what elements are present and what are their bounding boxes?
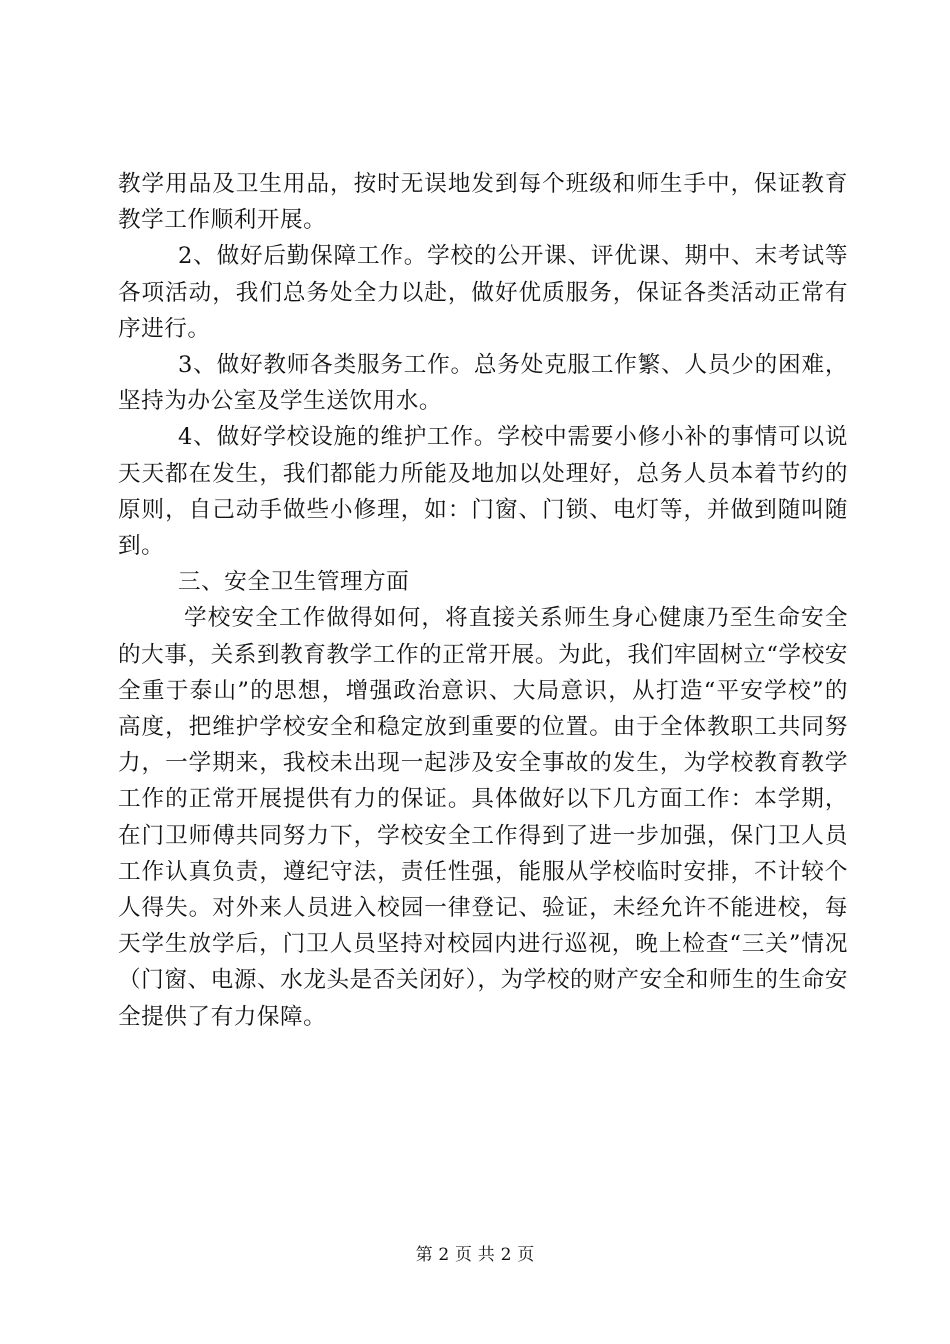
paragraph-logistics-support: 2、做好后勤保障工作。学校的公开课、评优课、期中、末考试等各项活动，我们总务处全力以赴，做好优质服务，保证各类活动正常有序进行。: [118, 243, 848, 342]
paragraph-safety-management: 学校安全工作做得如何，将直接关系师生身心健康乃至生命安全的大事，关系到教育教学工作的正常开展。为此，我们牢固树立“学校安全重于泰山”的思想，增强政治意识、大局意识，从打造“平安学校”的高度，把维护学校安全和稳定放到重要的位置。由于全体教职工共同努力，一学期来，我校未出现一起涉及安全事故的发生，为学校教育教学工作的正常开展提供有力的保证。具体做好以下几方面工作：本学期，在门卫师傅共同努力下，学校安全工作得到了进一步加强，保门卫人员工作认真负责，遵纪守法，责任性强，能服从学校临时安排，不计较个人得失。对外来人员进入校园一律登记、验证，未经允许不能进校，每天学生放学后，门卫人员坚持对校园内进行巡视，晚上检查“三关”情况（门窗、电源、水龙头是否关闭好），为学校的财产安全和师生的生命安全提供了有力保障。: [118, 605, 848, 1030]
paragraph-continuation: 教学用品及卫生用品，按时无误地发到每个班级和师生手中，保证教育教学工作顺利开展。: [118, 171, 848, 234]
page-number-footer: 第 2 页 共 2 页: [415, 1245, 535, 1265]
paragraph-teacher-services: 3、做好教师各类服务工作。总务处克服工作繁、人员少的困难，坚持为办公室及学生送饮用水。: [118, 352, 848, 415]
section-heading-safety: 三、安全卫生管理方面: [178, 569, 410, 596]
paragraph-facility-maintenance: 4、做好学校设施的维护工作。学校中需要小修小补的事情可以说天天都在发生，我们都能力所能及地加以处理好，总务人员本着节约的原则，自己动手做些小修理，如：门窗、门锁、电灯等，并做到随叫随到。: [118, 424, 848, 560]
document-body: [118, 166, 848, 1035]
